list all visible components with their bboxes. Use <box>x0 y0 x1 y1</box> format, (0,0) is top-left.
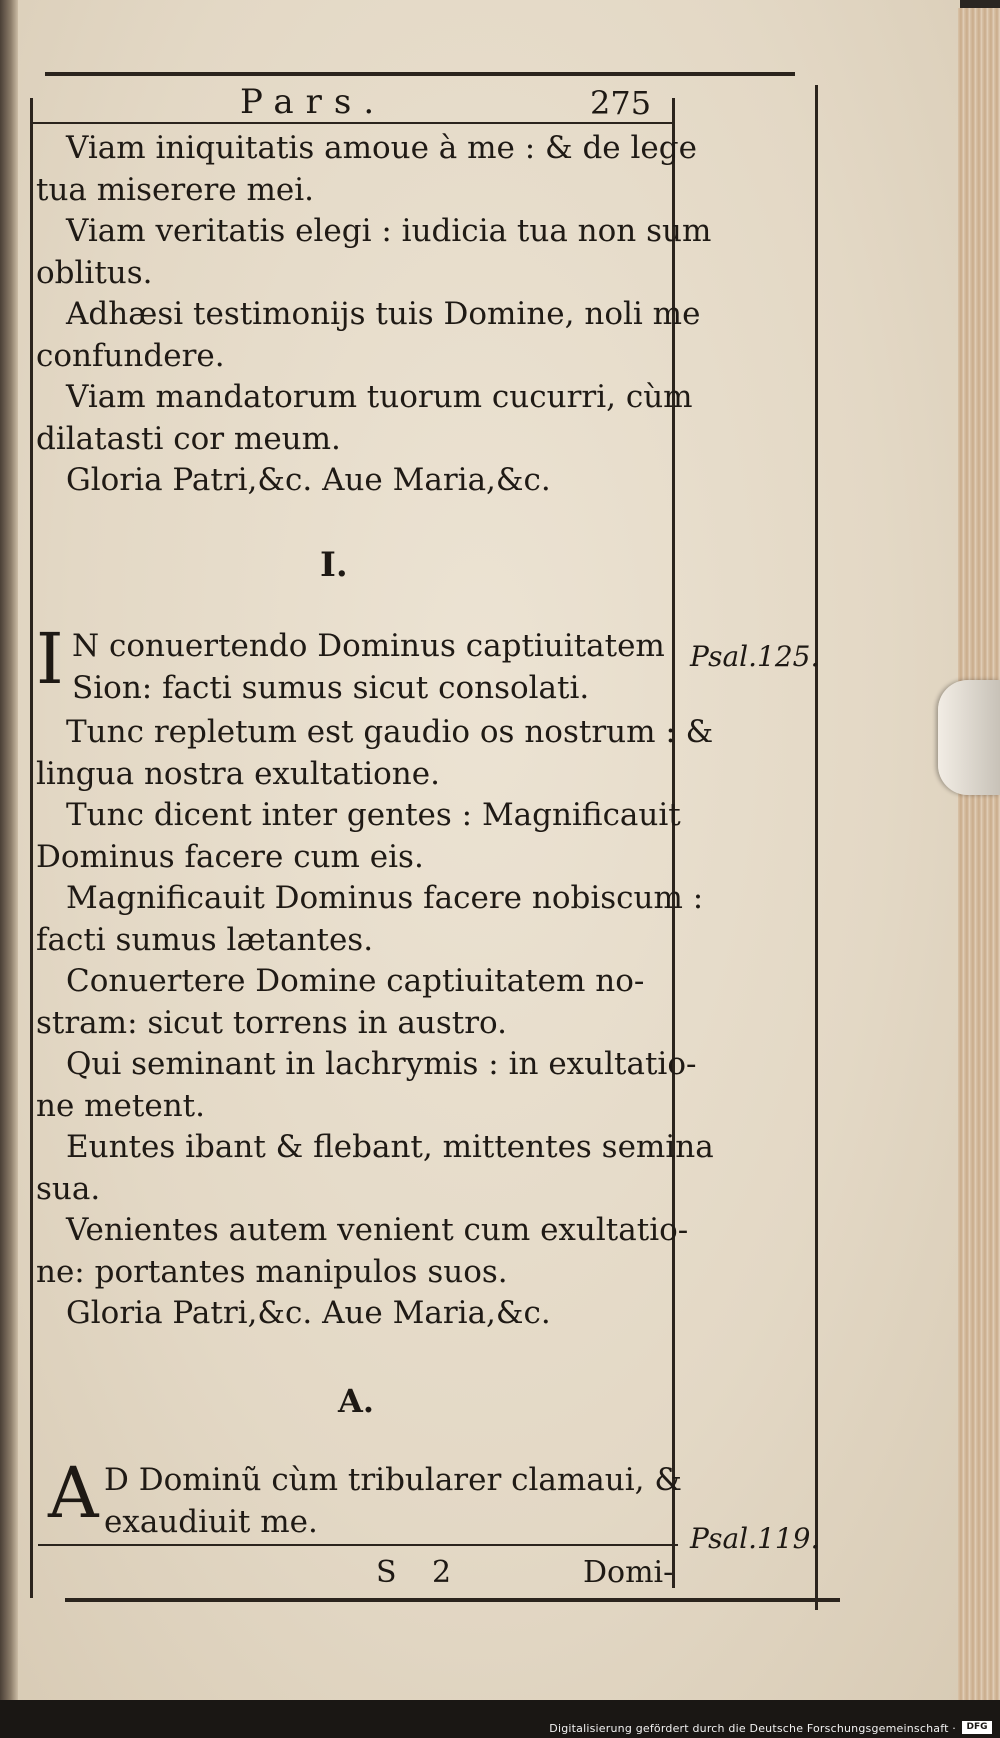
section-numeral: I. <box>320 545 348 585</box>
binding-gutter <box>0 0 18 1700</box>
text-line: Tunc dicent inter gentes : Magnificauit <box>66 797 681 833</box>
text-line: Euntes ibant & flebant, mittentes semina <box>66 1129 714 1165</box>
page-number: 275 <box>590 84 652 122</box>
text-line: Venientes autem venient cum exultatio- <box>66 1212 689 1248</box>
text-line: oblitus. <box>36 254 153 291</box>
text-line: sua. <box>36 1170 101 1207</box>
text-line: Sion: facti sumus sicut consolati. <box>72 669 590 706</box>
text-block-1 <box>36 128 712 502</box>
text-line: stram: sicut torrens in austro. <box>36 1004 507 1041</box>
drop-cap: A <box>48 1452 99 1534</box>
text-line: Viam mandatorum tuorum cucurri, cùm <box>66 379 693 415</box>
frame-rule-right <box>815 85 818 1610</box>
section-numeral: A. <box>338 1382 374 1420</box>
text-block-2 <box>36 712 714 1335</box>
margin-reference: Psal.125. <box>690 640 820 673</box>
text-block-2-opening <box>72 626 672 709</box>
digitization-credit: Digitalisierung gefördert durch die Deutsche Forschungsgemeinschaft · <box>549 1722 956 1735</box>
frame-rule-left <box>30 98 33 1598</box>
text-line: ne: portantes manipulos suos. <box>36 1253 508 1290</box>
text-line: dilatasti cor meum. <box>36 420 341 457</box>
frame-rule-bottom <box>65 1598 840 1602</box>
text-line: Tunc repletum est gaudio os nostrum : & <box>66 714 714 750</box>
doxology-line: Gloria Patri,&c. Aue Maria,&c. <box>66 1295 551 1331</box>
page-edges <box>958 8 1000 1700</box>
catchword: Domi- <box>583 1555 674 1590</box>
signature-number: 2 <box>432 1555 452 1590</box>
text-line: ne metent. <box>36 1087 205 1124</box>
running-title: Pars. <box>240 82 387 122</box>
text-line: Dominus facere cum eis. <box>36 838 424 875</box>
text-line: Conuertere Domine captiuitatem no- <box>66 963 645 999</box>
text-line: Viam veritatis elegi : iudicia tua non sum <box>66 213 712 249</box>
dfg-logo: DFG <box>962 1721 992 1734</box>
doxology-line: Gloria Patri,&c. Aue Maria,&c. <box>66 462 551 498</box>
page-clip <box>938 680 1000 795</box>
text-line: D Dominũ cùm tribularer clamaui, & <box>104 1462 682 1498</box>
text-line: tua miserere mei. <box>36 171 315 208</box>
frame-rule-footer <box>38 1544 678 1546</box>
text-line: exaudiuit me. <box>104 1503 318 1540</box>
text-line: Magnificauit Dominus facere nobiscum : <box>66 880 704 916</box>
frame-rule-header <box>32 122 672 124</box>
text-line: Qui seminant in lachrymis : in exultatio- <box>66 1046 697 1082</box>
text-line: facti sumus lætantes. <box>36 921 374 958</box>
text-line: N conuertendo Dominus captiuitatem <box>72 628 665 664</box>
drop-cap: I <box>36 618 64 700</box>
text-line: lingua nostra exultatione. <box>36 755 440 792</box>
text-line: confundere. <box>36 337 225 374</box>
signature-mark: S <box>376 1555 397 1590</box>
text-block-3 <box>104 1460 684 1543</box>
margin-reference: Psal.119. <box>690 1522 820 1555</box>
text-line: Viam iniquitatis amoue à me : & de lege <box>66 130 697 166</box>
text-line: Adhæsi testimonijs tuis Domine, noli me <box>66 296 701 332</box>
frame-rule-top <box>45 72 795 76</box>
